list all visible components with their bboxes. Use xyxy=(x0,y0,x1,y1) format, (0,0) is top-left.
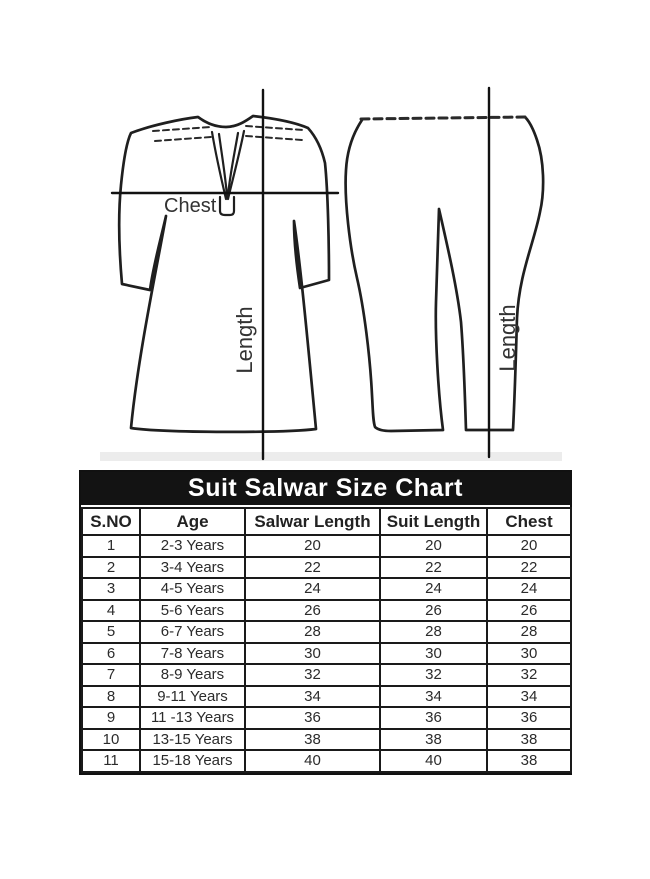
salwar-waist-dashed-line xyxy=(361,117,527,119)
table-cell: 38 xyxy=(245,729,380,751)
kurti-length-label: Length xyxy=(232,306,257,374)
table-title-bar xyxy=(81,472,570,507)
table-cell: 8-9 Years xyxy=(140,664,245,686)
table-cell: 30 xyxy=(487,643,571,665)
table-cell: 38 xyxy=(487,729,571,751)
table-cell: 22 xyxy=(487,557,571,579)
table-cell: 24 xyxy=(380,578,487,600)
header-suit-length: Suit Length xyxy=(380,508,487,535)
table-body xyxy=(82,535,571,772)
table-cell: 36 xyxy=(245,707,380,729)
table-cell: 5 xyxy=(82,621,140,643)
table-cell: 20 xyxy=(487,535,571,557)
header-age: Age xyxy=(140,508,245,535)
table-cell: 32 xyxy=(245,664,380,686)
header-chest: Chest xyxy=(487,508,571,535)
table-cell: 1 xyxy=(82,535,140,557)
table-row xyxy=(82,664,571,686)
table-cell: 9-11 Years xyxy=(140,686,245,708)
table-cell: 2 xyxy=(82,557,140,579)
table-cell: 9 xyxy=(82,707,140,729)
table-cell: 15-18 Years xyxy=(140,750,245,772)
table-row xyxy=(82,643,571,665)
table-cell: 22 xyxy=(245,557,380,579)
table-cell: 36 xyxy=(380,707,487,729)
kurti-neck-placket xyxy=(212,131,244,215)
table-cell: 34 xyxy=(380,686,487,708)
table-cell: 4-5 Years xyxy=(140,578,245,600)
table-row xyxy=(82,600,571,622)
table-cell: 22 xyxy=(380,557,487,579)
table-cell: 30 xyxy=(245,643,380,665)
table-cell: 34 xyxy=(245,686,380,708)
table-cell: 11 -13 Years xyxy=(140,707,245,729)
table-row xyxy=(82,750,571,772)
ground-strip xyxy=(100,452,562,461)
table-row xyxy=(82,578,571,600)
table-cell: 3 xyxy=(82,578,140,600)
header-sno: S.NO xyxy=(82,508,140,535)
table-cell: 32 xyxy=(380,664,487,686)
table-cell: 40 xyxy=(245,750,380,772)
table-row xyxy=(82,707,571,729)
table-row xyxy=(82,557,571,579)
table-cell: 11 xyxy=(82,750,140,772)
table-cell: 2-3 Years xyxy=(140,535,245,557)
table-row xyxy=(82,686,571,708)
table-cell: 26 xyxy=(380,600,487,622)
table-cell: 36 xyxy=(487,707,571,729)
table-cell: 6-7 Years xyxy=(140,621,245,643)
table-cell: 5-6 Years xyxy=(140,600,245,622)
table-cell: 32 xyxy=(487,664,571,686)
table-cell: 28 xyxy=(245,621,380,643)
salwar-length-label: Length xyxy=(495,304,520,372)
header-salwar-length: Salwar Length xyxy=(245,508,380,535)
size-chart-table xyxy=(79,470,572,775)
table-cell: 24 xyxy=(487,578,571,600)
table-cell: 7-8 Years xyxy=(140,643,245,665)
table-row xyxy=(82,621,571,643)
table-cell: 30 xyxy=(380,643,487,665)
table-cell: 24 xyxy=(245,578,380,600)
table-title: Suit Salwar Size Chart xyxy=(188,474,463,502)
table-row xyxy=(82,729,571,751)
table-cell: 40 xyxy=(380,750,487,772)
table-row xyxy=(82,535,571,557)
table-cell: 38 xyxy=(487,750,571,772)
chest-label: Chest xyxy=(164,195,217,217)
table-cell: 20 xyxy=(245,535,380,557)
table-cell: 7 xyxy=(82,664,140,686)
table-cell: 6 xyxy=(82,643,140,665)
table-cell: 26 xyxy=(487,600,571,622)
table-cell: 34 xyxy=(487,686,571,708)
table-cell: 28 xyxy=(380,621,487,643)
table-cell: 26 xyxy=(245,600,380,622)
table-cell: 28 xyxy=(487,621,571,643)
salwar-outline xyxy=(346,117,544,431)
table-cell: 38 xyxy=(380,729,487,751)
table-cell: 20 xyxy=(380,535,487,557)
table-cell: 3-4 Years xyxy=(140,557,245,579)
table-cell: 8 xyxy=(82,686,140,708)
table-cell: 10 xyxy=(82,729,140,751)
table-cell: 4 xyxy=(82,600,140,622)
table-cell: 13-15 Years xyxy=(140,729,245,751)
table-header-row xyxy=(82,508,571,535)
